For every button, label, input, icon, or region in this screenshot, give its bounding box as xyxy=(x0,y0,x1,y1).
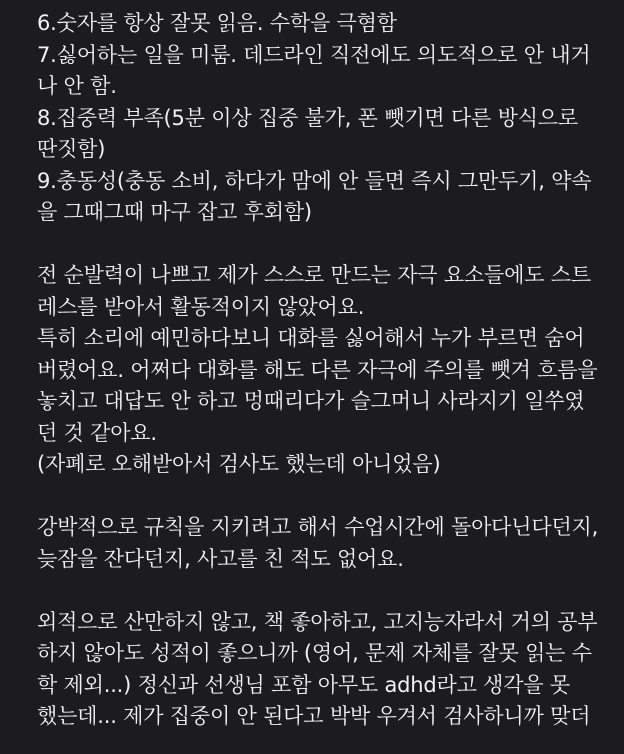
text-line: 8.집중력 부족(5분 이상 집중 불가, 폰 뺏기면 다른 방식으로 xyxy=(37,105,578,130)
text-line: 특히 소리에 예민하다보니 대화를 싫어해서 누가 부르면 숨어 xyxy=(37,326,585,350)
text-line: 9.충동성(충동 소비, 하다가 맘에 안 들면 즉시 그만두기, 약속 xyxy=(37,168,592,193)
text-line: 놓치고 대답도 안 하고 멍때리다가 슬그머니 사라지기 일쑤였 xyxy=(37,389,585,413)
blank-line xyxy=(37,229,624,261)
blank-line xyxy=(37,575,624,607)
text-line: 6.숫자를 항상 잘못 읽음. 수학을 극혐함 xyxy=(37,11,397,35)
text-line: 외적으로 산만하지 않고, 책 좋아하고, 고지능자라서 거의 공부 xyxy=(37,609,598,634)
text-line: 강박적으로 규칙을 지키려고 해서 수업시간에 돌아다닌다던지, xyxy=(37,515,599,539)
text-line: (자폐로 오해받아서 검사도 했는데 아니었음) xyxy=(37,452,441,476)
text-line: 던 것 같아요. xyxy=(37,420,157,445)
text-line: 학 제외...) 정신과 선생님 포함 아무도 adhd라고 생각을 못 xyxy=(37,672,570,697)
post-text xyxy=(37,8,624,733)
text-line: 전 순발력이 나쁘고 제가 스스로 만드는 자극 요소들에도 스트 xyxy=(37,263,591,287)
text-line: 나 안 함. xyxy=(37,74,117,98)
text-line: 했는데... 제가 집중이 안 된다고 박박 우겨서 검사하니까 맞더 xyxy=(37,704,591,728)
text-line: 늦잠을 잔다던지, 사고를 친 적도 없어요. xyxy=(37,546,404,571)
text-line: 딴짓함) xyxy=(37,137,106,161)
text-line: 을 그때그때 마구 잡고 후회함) xyxy=(37,200,312,224)
text-line: 하지 않아도 성적이 좋으니까 (영어, 문제 자체를 잘못 읽는 수 xyxy=(37,641,592,665)
text-line: 레스를 받아서 활동적이지 않았어요. xyxy=(37,294,365,319)
text-line: 버렸어요. 어쩌다 대화를 해도 다른 자극에 주의를 뺏겨 흐름을 xyxy=(37,357,598,382)
blank-line xyxy=(37,481,624,513)
text-line: 7.싫어하는 일을 미룸. 데드라인 직전에도 의도적으로 안 내거 xyxy=(37,42,591,67)
